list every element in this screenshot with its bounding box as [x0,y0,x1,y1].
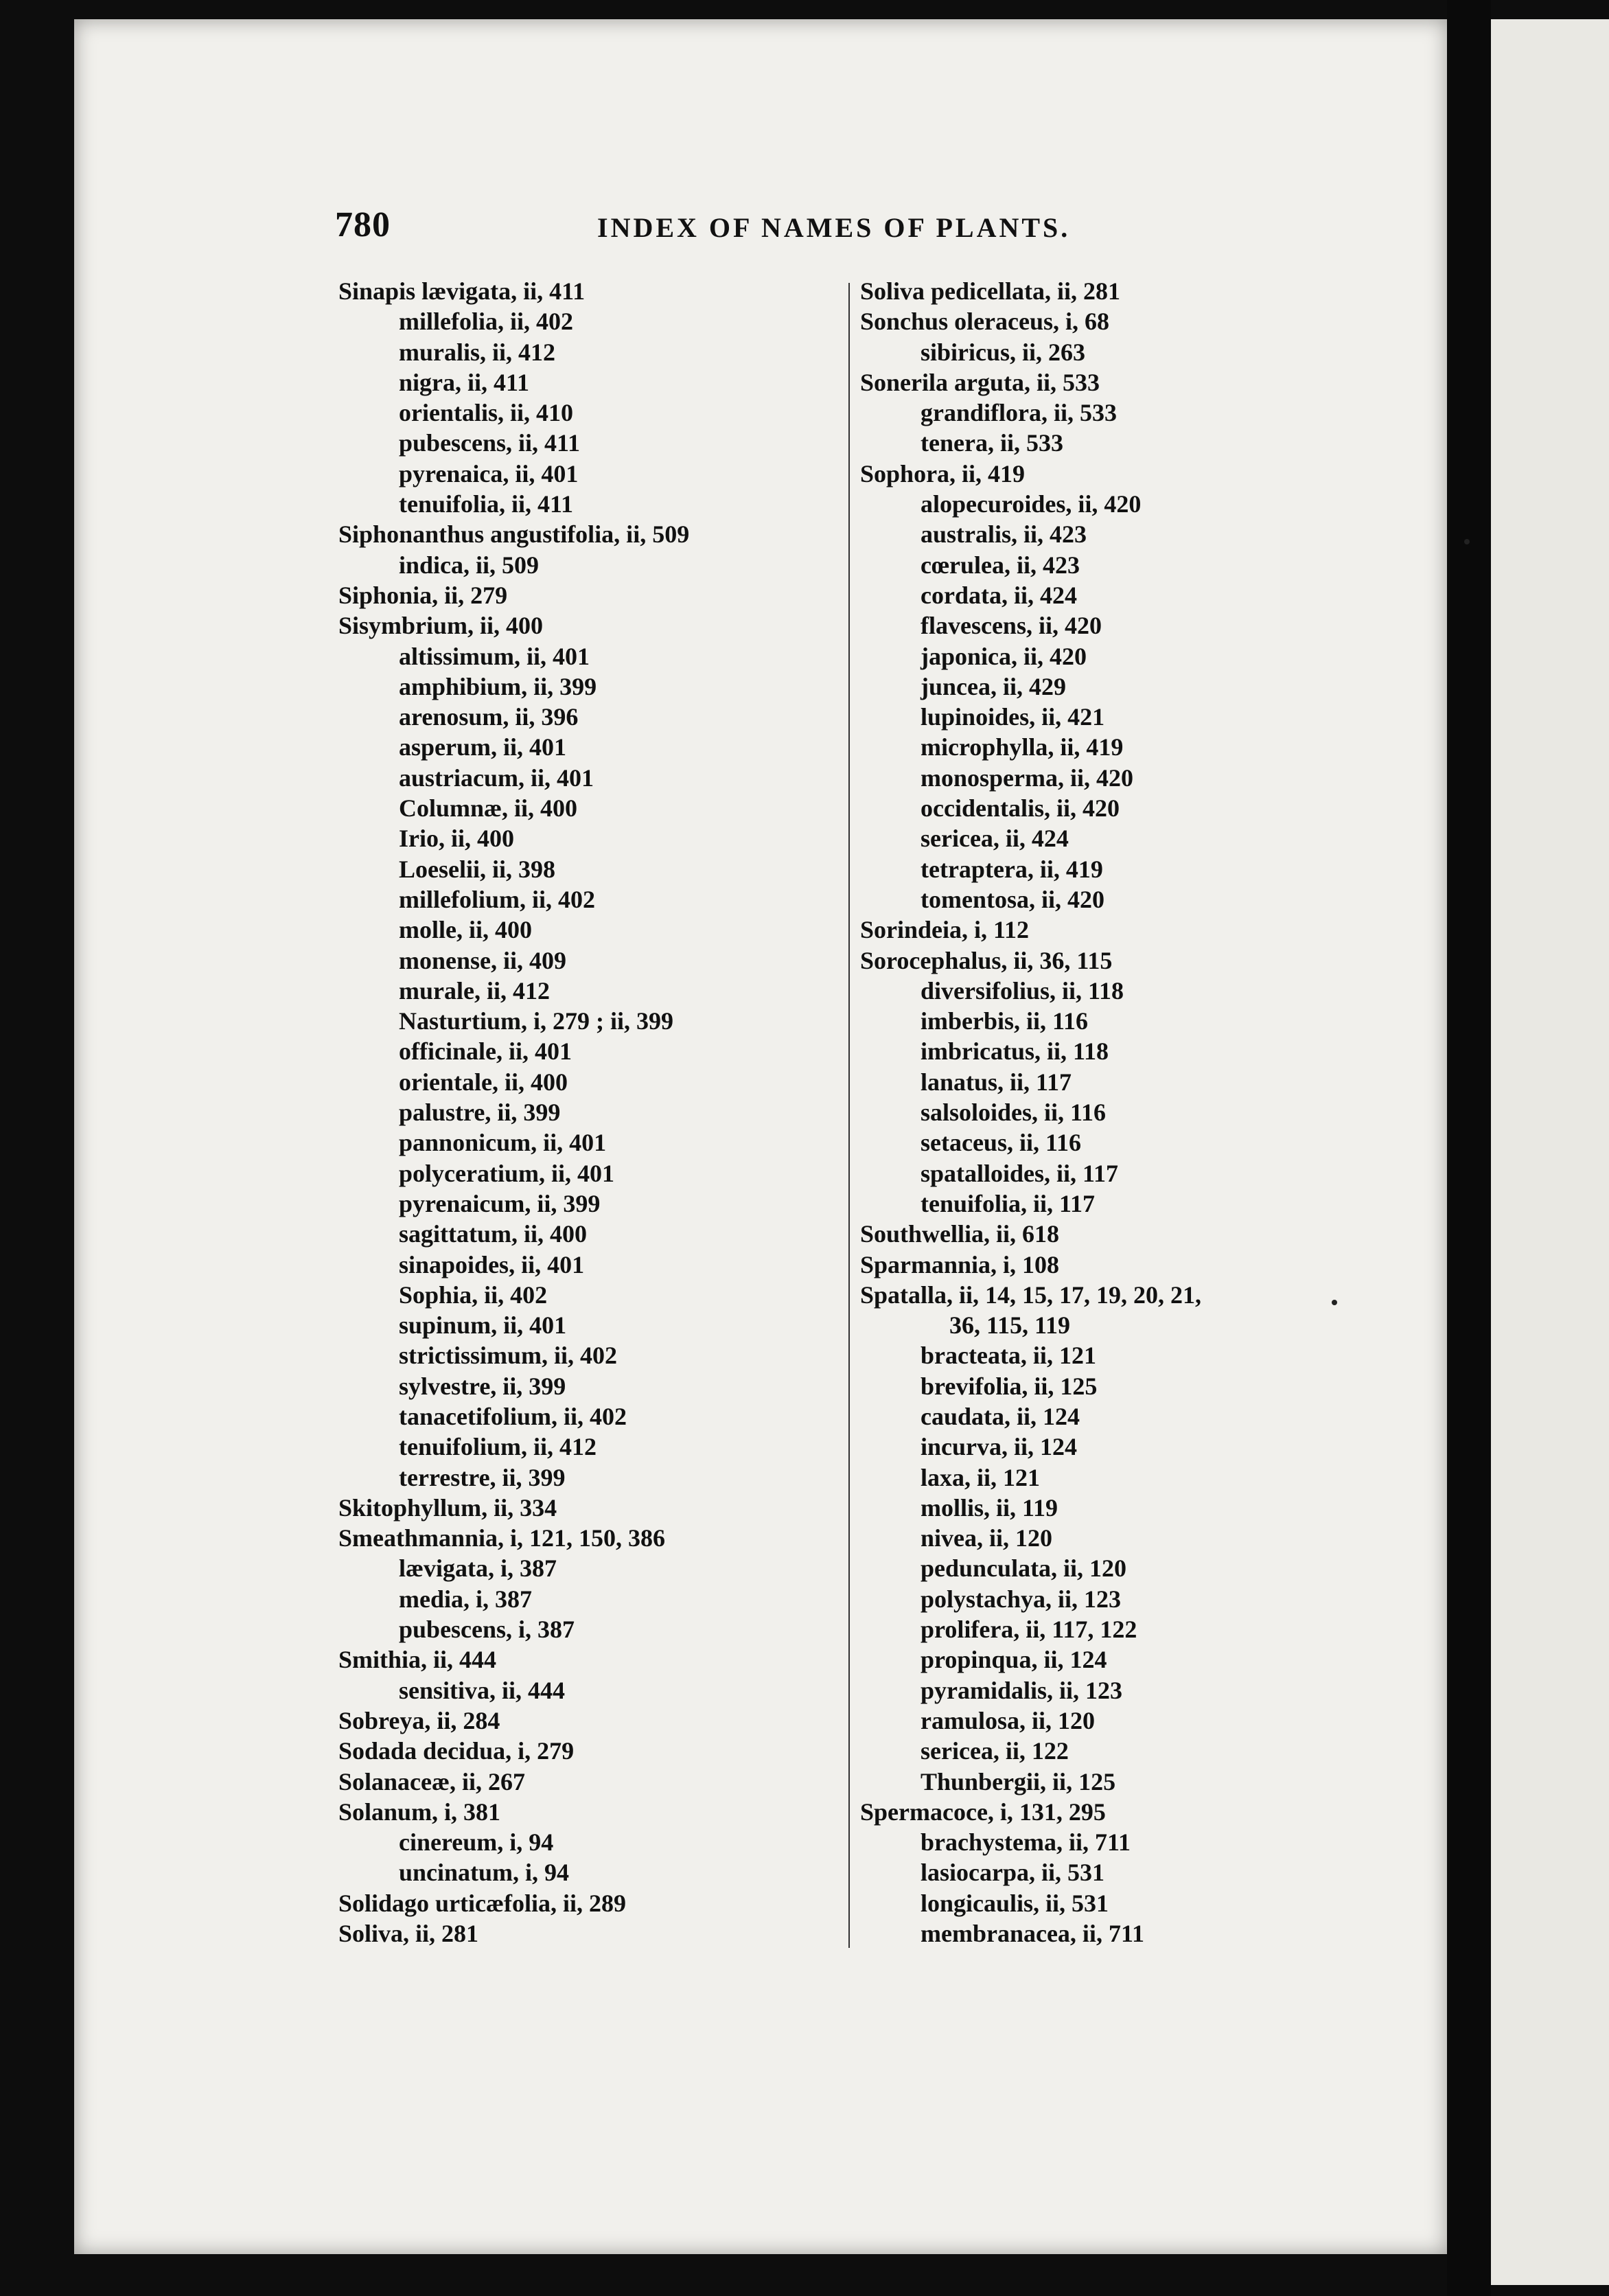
index-subentry: cordata, ii, 424 [921,581,1077,609]
index-subentry: pyramidalis, ii, 123 [921,1676,1123,1704]
index-subentry: orientalis, ii, 410 [399,399,573,427]
index-subentry: lanatus, ii, 117 [921,1068,1072,1096]
index-subentry: lupinoides, ii, 421 [921,703,1105,731]
index-subentry: propinqua, ii, 124 [921,1646,1107,1674]
index-column-left [338,276,833,1949]
index-subentry: salsoloides, ii, 116 [921,1099,1107,1127]
index-entry: Sophora, ii, 419 [860,459,1026,487]
index-subentry: media, i, 387 [399,1585,532,1613]
index-subentry: strictissimum, ii, 402 [399,1342,617,1370]
facing-page-edge [1491,19,1609,2285]
index-subentry: officinale, ii, 401 [399,1037,572,1066]
index-subentry: brachystema, ii, 711 [921,1828,1131,1857]
index-entry: Sodada decidua, i, 279 [338,1737,575,1765]
running-title: INDEX OF NAMES OF PLANTS. [597,212,1071,243]
index-subentry: longicaulis, ii, 531 [921,1889,1109,1917]
index-entry: Spatalla, ii, 14, 15, 17, 19, 20, 21, [860,1281,1202,1309]
index-subentry: juncea, ii, 429 [921,672,1066,700]
index-subentry: tenuifolia, ii, 117 [921,1189,1096,1217]
speck [1464,539,1470,544]
index-subentry: Nasturtium, i, 279 ; ii, 399 [399,1007,673,1035]
index-subentry: prolifera, ii, 117, 122 [921,1616,1137,1644]
index-subentry: sericea, ii, 122 [921,1737,1069,1765]
index-subentry: pyrenaicum, ii, 399 [399,1189,601,1217]
index-subentry: spatalloides, ii, 117 [921,1159,1119,1187]
index-subentry: supinum, ii, 401 [399,1311,567,1340]
index-entry: Sinapis lævigata, ii, 411 [338,277,586,305]
index-subentry: amphibium, ii, 399 [399,672,597,700]
index-subentry: murale, ii, 412 [399,976,550,1004]
index-subentry: brevifolia, ii, 125 [921,1372,1098,1400]
index-subentry: pannonicum, ii, 401 [399,1129,607,1157]
index-subentry: monense, ii, 409 [399,946,567,974]
index-subentry: monosperma, ii, 420 [921,764,1133,792]
index-subentry: Sophia, ii, 402 [399,1281,548,1309]
index-subentry: palustre, ii, 399 [399,1099,561,1127]
index-subentry: sibiricus, ii, 263 [921,338,1086,366]
index-subentry: tenera, ii, 533 [921,429,1063,457]
index-subentry: Columnæ, ii, 400 [399,794,578,823]
page-number: 780 [335,205,391,244]
index-subentry: imberbis, ii, 116 [921,1007,1089,1035]
index-subentry: occidentalis, ii, 420 [921,794,1120,823]
index-subentry: sylvestre, ii, 399 [399,1372,566,1400]
index-column-right [860,276,1382,1949]
index-subentry: sensitiva, ii, 444 [399,1676,566,1704]
index-subentry: millefolia, ii, 402 [399,308,573,336]
index-subentry: laxa, ii, 121 [921,1463,1041,1491]
index-subentry: microphylla, ii, 419 [921,733,1124,761]
index-subentry: millefolium, ii, 402 [399,885,595,913]
index-subentry: setaceus, ii, 116 [921,1129,1081,1157]
index-subentry: caudata, ii, 124 [921,1402,1080,1430]
index-subentry: australis, ii, 423 [921,520,1087,549]
column-divider [848,283,850,1948]
index-subentry: nigra, ii, 411 [399,368,530,396]
index-entry: Soliva pedicellata, ii, 281 [860,277,1121,305]
index-entry: Sonchus oleraceus, i, 68 [860,308,1110,336]
index-subentry: altissimum, ii, 401 [399,642,590,670]
index-subentry: flavescens, ii, 420 [921,612,1102,640]
index-entry: Soliva, ii, 281 [338,1920,479,1948]
index-subentry: uncinatum, i, 94 [399,1859,570,1887]
index-subentry: 36, 115, 119 [949,1311,1071,1340]
index-subentry: diversifolius, ii, 118 [921,976,1124,1004]
index-entry: Sonerila arguta, ii, 533 [860,368,1100,396]
index-subentry: ramulosa, ii, 120 [921,1706,1096,1734]
index-subentry: indica, ii, 509 [399,551,540,579]
index-subentry: Irio, ii, 400 [399,825,514,853]
index-subentry: pubescens, ii, 411 [399,429,581,457]
index-subentry: imbricatus, ii, 118 [921,1037,1109,1066]
index-entry: Sorindeia, i, 112 [860,916,1030,944]
index-subentry: polyceratium, ii, 401 [399,1159,614,1187]
index-subentry: bracteata, ii, 121 [921,1342,1096,1370]
index-subentry: sagittatum, ii, 400 [399,1220,587,1248]
index-subentry: molle, ii, 400 [399,916,532,944]
index-subentry: tenuifolia, ii, 411 [399,490,574,518]
index-entry: Smeathmannia, i, 121, 150, 386 [338,1524,666,1552]
index-subentry: tetraptera, ii, 419 [921,855,1103,883]
index-subentry: orientale, ii, 400 [399,1068,568,1096]
index-entry: Sparmannia, i, 108 [860,1250,1060,1278]
index-subentry: lævigata, i, 387 [399,1554,557,1583]
index-subentry: nivea, ii, 120 [921,1524,1053,1552]
index-entry: Siphonia, ii, 279 [338,581,508,609]
index-entry: Sorocephalus, ii, 36, 115 [860,946,1113,974]
index-entry: Sisymbrium, ii, 400 [338,612,544,640]
index-subentry: muralis, ii, 412 [399,338,556,366]
book-gutter [1447,0,1491,2296]
index-subentry: cinereum, i, 94 [399,1828,554,1857]
index-subentry: pedunculata, ii, 120 [921,1554,1127,1583]
index-subentry: cœrulea, ii, 423 [921,551,1080,579]
index-subentry: tenuifolium, ii, 412 [399,1433,597,1461]
index-subentry: arenosum, ii, 396 [399,703,579,731]
index-entry: Solidago urticæfolia, ii, 289 [338,1889,627,1917]
index-subentry: Loeselii, ii, 398 [399,855,555,883]
index-entry: Sobreya, ii, 284 [338,1706,500,1734]
index-subentry: alopecuroides, ii, 420 [921,490,1142,518]
index-entry: Smithia, ii, 444 [338,1646,497,1674]
index-subentry: tomentosa, ii, 420 [921,885,1104,913]
index-entry: Spermacoce, i, 131, 295 [860,1798,1106,1826]
index-subentry: austriacum, ii, 401 [399,764,594,792]
index-entry: Siphonanthus angustifolia, ii, 509 [338,520,690,549]
index-subentry: pyrenaica, ii, 401 [399,459,579,487]
index-subentry: sericea, ii, 424 [921,825,1069,853]
index-subentry: pubescens, i, 387 [399,1616,575,1644]
index-entry: Skitophyllum, ii, 334 [338,1493,557,1522]
index-subentry: membranacea, ii, 711 [921,1920,1144,1948]
index-entry: Southwellia, ii, 618 [860,1220,1060,1248]
index-subentry: mollis, ii, 119 [921,1493,1058,1522]
index-subentry: tanacetifolium, ii, 402 [399,1402,627,1430]
index-subentry: sinapoides, ii, 401 [399,1250,585,1278]
index-subentry: lasiocarpa, ii, 531 [921,1859,1104,1887]
index-entry: Solanum, i, 381 [338,1798,501,1826]
speck [1332,1300,1337,1305]
index-subentry: Thunbergii, ii, 125 [921,1767,1116,1795]
index-subentry: terrestre, ii, 399 [399,1463,566,1491]
index-subentry: incurva, ii, 124 [921,1433,1078,1461]
index-subentry: japonica, ii, 420 [921,642,1087,670]
index-subentry: asperum, ii, 401 [399,733,567,761]
index-entry: Solanaceæ, ii, 267 [338,1767,526,1795]
index-subentry: polystachya, ii, 123 [921,1585,1122,1613]
index-subentry: grandiflora, ii, 533 [921,399,1117,427]
